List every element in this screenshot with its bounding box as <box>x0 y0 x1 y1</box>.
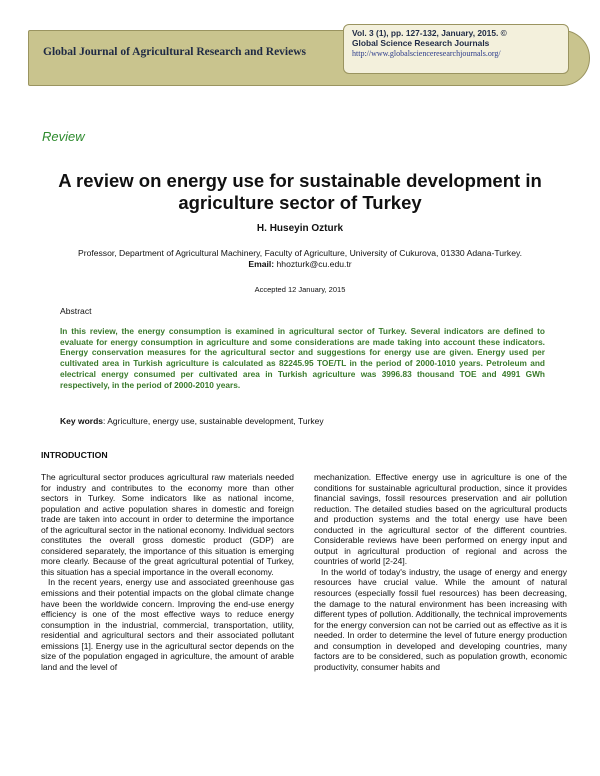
journal-title: Global Journal of Agricultural Research and Reviews <box>43 46 307 58</box>
body-column-right <box>314 472 567 672</box>
publisher-name: Global Science Research Journals <box>352 38 490 48</box>
citation-box <box>343 24 569 74</box>
keywords-text: : Agriculture, energy use, sustainable development, Turkey <box>103 416 324 426</box>
paragraph: In the world of today's industry, the usage of energy and energy resources have crucial value. While the amount of natural resources (especially fossil fuel resources) has been decreasing, the damage to the natural environment has been increasing with different types of pollution. Additionally, the technical improvements for the energy conversion can not be carried out as effective as it is needed. In order to determine the level of future energy production and consumption in developed and developing countries, many factors are to be considered, such as population growth, economic productivity, consumer habits and <box>314 566 567 672</box>
citation-line: Vol. 3 (1), pp. 127-132, January, 2015. © <box>352 28 507 38</box>
article-type: Review <box>42 129 85 144</box>
article-title: A review on energy use for sustainable development in agriculture sector of Turkey <box>58 170 542 213</box>
abstract-text: In this review, the energy consumption is examined in agricultural sector of Turkey. Several indicators are defined to evaluate for energy consumption in agriculture and some considerations are made taking into account these indicators. Energy conservation measures for the agricultural sector and suggestions for energy use are given. Energy used per cultivated area in Turkish agriculture is calculated as 82245.95 TOE/TL in the period of 2000-1010 years. Petroleum and electrical energy consumed per cultivated area in Turkish agriculture was 3996.83 thousand TOE and 4991 GWh respectively, in the period of 2000-2010 years. <box>60 326 545 390</box>
paragraph: In the recent years, energy use and associated greenhouse gas emissions and their potential impacts on the global climate change have been the worldwide concern. Improving the end-use energy efficiency is one of the most effective ways to reduce energy consumption in the industrial, commercial, transportation, utility, residential and agricultural sectors and their associated pollutant emissions [1]. Energy use in the agricultural sector depends on the size of the population engaged in agriculture, the amount of arable land and the level of <box>41 577 294 672</box>
author-affiliation <box>20 248 580 270</box>
email-address[interactable]: hhozturk@cu.edu.tr <box>276 259 352 269</box>
affiliation-text: Professor, Department of Agricultural Machinery, Faculty of Agriculture, University of Cukurova, 01330 Adana-Turkey. <box>77 248 523 258</box>
author-name: H. Huseyin Ozturk <box>256 223 344 234</box>
paragraph: mechanization. Effective energy use in agriculture is one of the conditions for sustainable agricultural production, since it provides financial savings, fossil resources preservation and air pollution reduction. The detailed studies based on the agricultural products and production systems and the total energy use have been conducted in the agricultural sector of the different countries. Considerable reviews have been performed on energy input and output in agricultural production of regional and across the countries of world [2-24]. <box>314 472 567 567</box>
keywords-line <box>60 416 324 426</box>
accepted-date: Accepted 12 January, 2015 <box>254 285 346 294</box>
keywords-label: Key words <box>60 416 103 426</box>
body-column-left <box>41 472 294 672</box>
email-label: Email: <box>248 259 275 269</box>
journal-url-link[interactable]: http://www.globalscienceresearchjournals.org/ <box>352 49 501 58</box>
abstract-heading: Abstract <box>60 306 92 316</box>
paragraph: The agricultural sector produces agricultural raw materials needed for industry and contributes to the economy more than other sectors in Turkey. Some indicators like as national income, population and active population shares in domestic and foreign trade are taken into account in order to determine the importance of the agricultural sector in the national economy. Individual sectors constitutes the overall gross domestic product (GDP) are considered separately, the importance of this situation is emerging more clearly. Because of the great agricultural potential of Turkey, this situation has a special importance in the overall economy. <box>41 472 294 577</box>
introduction-heading: INTRODUCTION <box>41 450 108 460</box>
email-line <box>20 259 580 270</box>
